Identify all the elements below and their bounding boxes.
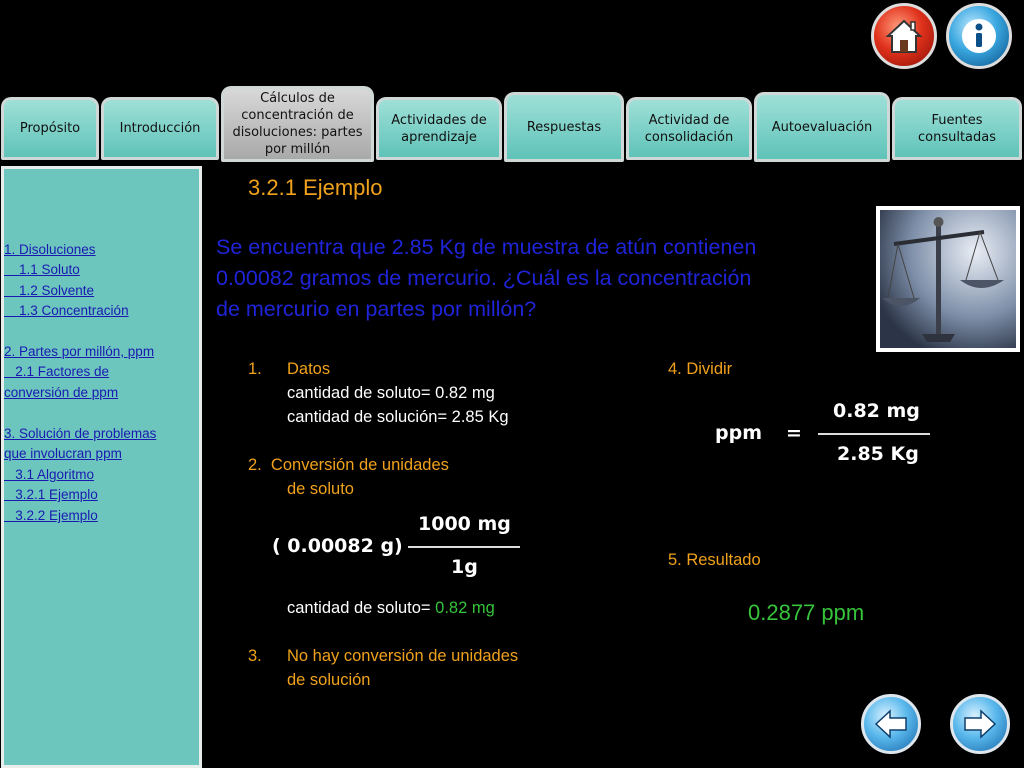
back-button[interactable] bbox=[861, 694, 921, 754]
problem-line: de mercurio en partes por millón? bbox=[216, 297, 537, 321]
fraction-bar bbox=[408, 546, 520, 548]
home-icon bbox=[874, 6, 934, 66]
soluto-result-label: cantidad de soluto= bbox=[287, 599, 436, 617]
step3-title: No hay conversión de unidades bbox=[287, 647, 519, 665]
tab-respuestas[interactable] bbox=[504, 92, 624, 162]
step2-title-cont: de soluto bbox=[287, 480, 354, 498]
step1-number: 1. bbox=[248, 360, 262, 378]
balance-scale-icon bbox=[880, 210, 1016, 348]
problem-statement bbox=[216, 232, 756, 325]
result-value: 0.2877 ppm bbox=[748, 600, 865, 625]
info-button[interactable] bbox=[946, 3, 1012, 69]
tab-proposito[interactable] bbox=[1, 97, 99, 160]
step3-title-cont: de solución bbox=[287, 671, 371, 689]
tab-label: Respuestas bbox=[526, 119, 602, 135]
equals-sign: = bbox=[786, 422, 802, 444]
conversion-numerator: 1000 mg bbox=[418, 513, 511, 535]
info-icon bbox=[949, 6, 1009, 66]
tab-label: Cálculos de concentración de disoluciones: partes por millón bbox=[232, 91, 363, 157]
problem-line: Se encuentra que 2.85 Kg de muestra de atún contienen bbox=[216, 235, 757, 259]
next-button[interactable] bbox=[950, 694, 1010, 754]
sidebar-item-ejemplo-1[interactable]: 3.2.1 Ejemplo bbox=[4, 487, 98, 502]
sidebar-item-disoluciones[interactable]: 1. Disoluciones bbox=[4, 242, 96, 257]
tab-label: Introducción bbox=[119, 121, 201, 136]
sidebar-item-ppm[interactable]: 2. Partes por millón, ppm bbox=[4, 344, 155, 359]
step4-title: 4. Dividir bbox=[668, 360, 733, 378]
sidebar-item-factores-cont[interactable]: conversión de ppm bbox=[4, 385, 119, 400]
step5-title: 5. Resultado bbox=[668, 551, 761, 569]
problem-line: 0.00082 gramos de mercurio. ¿Cuál es la concentración bbox=[216, 266, 752, 290]
tab-introduccion[interactable] bbox=[101, 97, 219, 160]
ppm-denominator: 2.85 Kg bbox=[837, 443, 919, 465]
sidebar-item-solucion-cont[interactable]: que involucran ppm bbox=[4, 446, 122, 461]
conversion-left: ( 0.00082 g) bbox=[272, 535, 403, 557]
tab-actividades[interactable] bbox=[376, 97, 502, 160]
tab-label: Fuentes consultadas bbox=[917, 112, 997, 145]
sidebar-item-concentracion[interactable]: 1.3 Concentración bbox=[4, 303, 129, 318]
conversion-denominator: 1g bbox=[451, 556, 478, 578]
sidebar bbox=[1, 166, 202, 768]
page-title: 3.2.1 Ejemplo bbox=[248, 175, 383, 200]
arrow-right-icon bbox=[953, 697, 1007, 751]
tab-label: Actividad de consolidación bbox=[644, 112, 734, 145]
sidebar-item-algoritmo[interactable]: 3.1 Algoritmo bbox=[4, 467, 95, 482]
step1-solucion: cantidad de solución= 2.85 Kg bbox=[287, 408, 509, 426]
sidebar-item-solvente[interactable]: 1.2 Solvente bbox=[4, 283, 95, 298]
tab-actividad-consolidacion[interactable] bbox=[626, 97, 752, 160]
tab-label: Autoevaluación bbox=[771, 119, 873, 135]
ppm-fraction-bar bbox=[818, 433, 930, 435]
step1-title: Datos bbox=[287, 360, 331, 378]
step1-soluto: cantidad de soluto= 0.82 mg bbox=[287, 384, 495, 402]
sidebar-item-solucion[interactable]: 3. Solución de problemas bbox=[4, 426, 157, 441]
arrow-left-icon bbox=[864, 697, 918, 751]
tab-label: Actividades de aprendizaje bbox=[391, 112, 487, 145]
balance-scale-image bbox=[876, 206, 1020, 352]
tab-fuentes[interactable] bbox=[892, 97, 1022, 160]
sidebar-item-soluto[interactable]: 1.1 Soluto bbox=[4, 262, 80, 277]
step2-title: 2. Conversión de unidades bbox=[248, 456, 449, 474]
tab-autoevaluacion[interactable] bbox=[754, 92, 890, 162]
soluto-result-value: 0.82 mg bbox=[435, 599, 495, 617]
step3-number: 3. bbox=[248, 647, 262, 665]
sidebar-item-factores[interactable]: 2.1 Factores de bbox=[4, 364, 110, 379]
ppm-label: ppm bbox=[715, 422, 762, 444]
ppm-numerator: 0.82 mg bbox=[833, 400, 920, 422]
tab-label: Propósito bbox=[19, 121, 81, 136]
soluto-result bbox=[287, 599, 495, 618]
tab-calculos[interactable] bbox=[221, 86, 374, 162]
home-button[interactable] bbox=[871, 3, 937, 69]
sidebar-item-ejemplo-2[interactable]: 3.2.2 Ejemplo bbox=[4, 508, 98, 523]
